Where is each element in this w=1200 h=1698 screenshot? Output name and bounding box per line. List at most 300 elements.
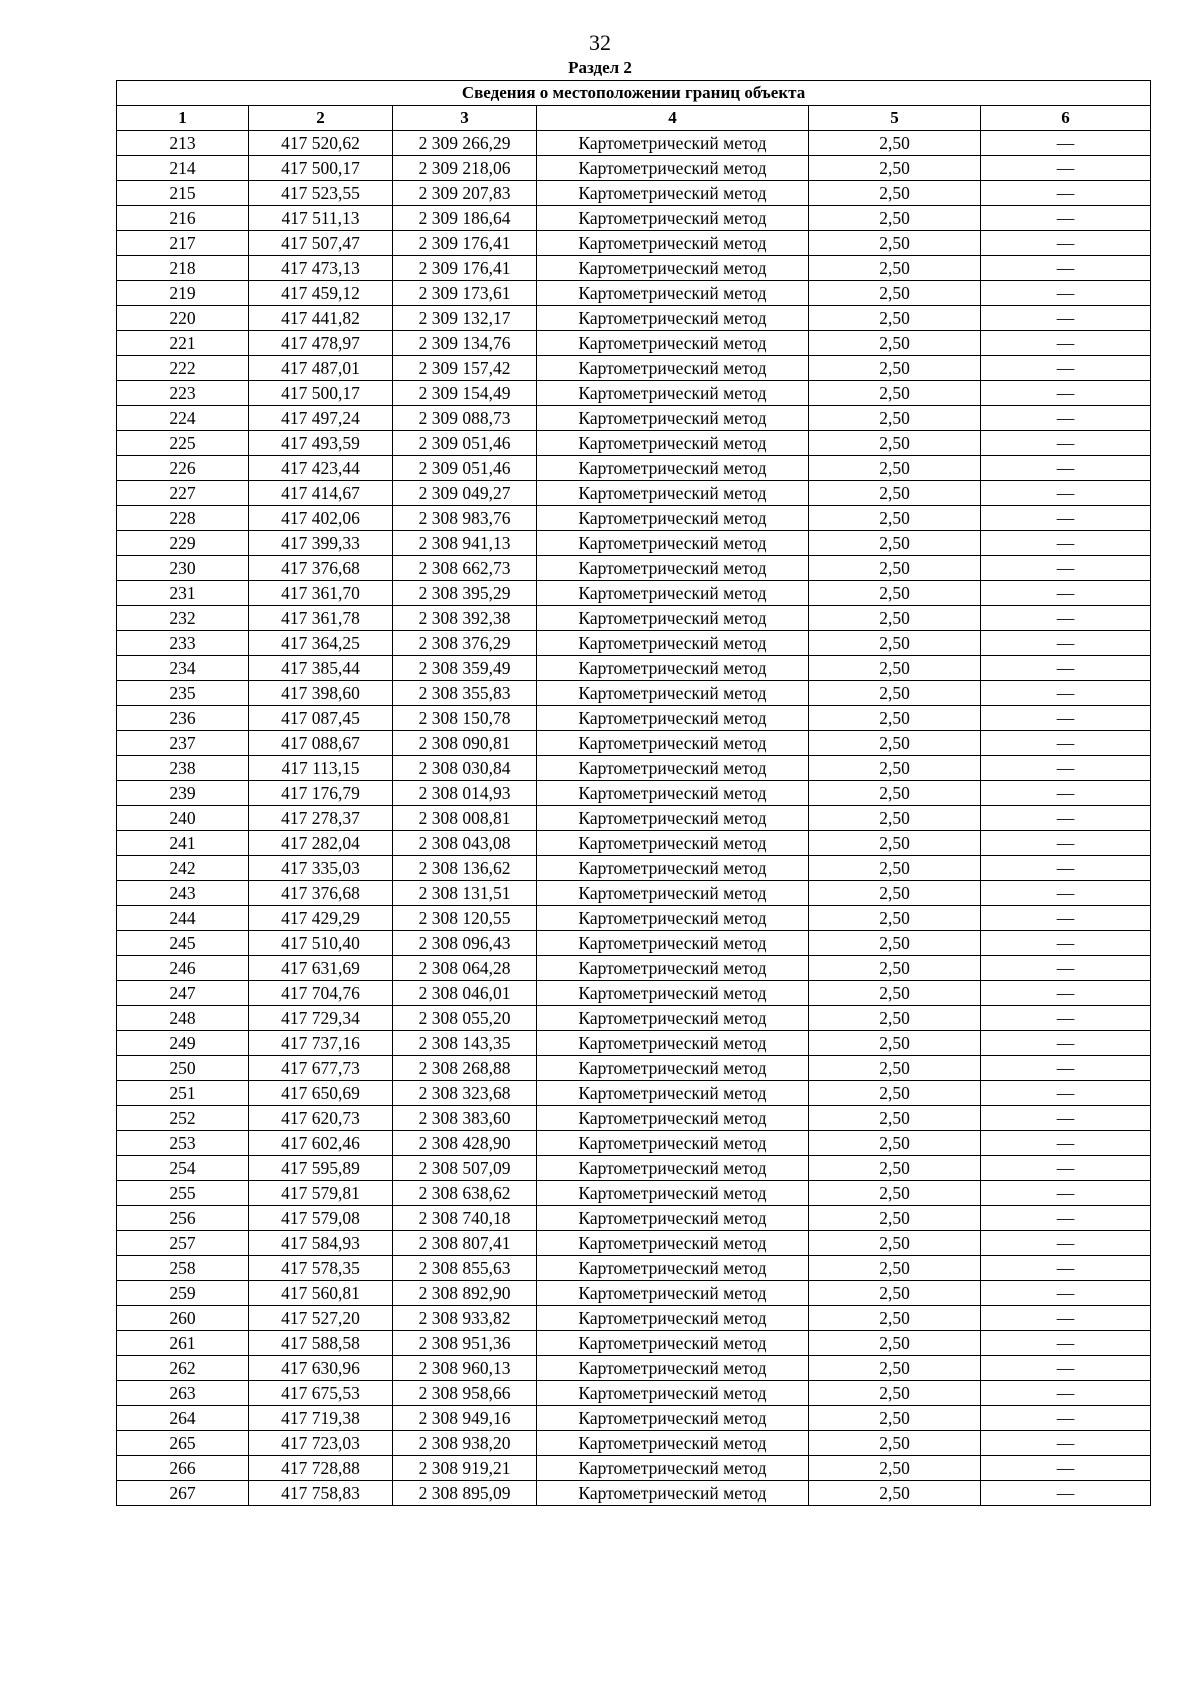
method-cell: Картометрический метод [537,956,809,981]
method-cell: Картометрический метод [537,1306,809,1331]
accuracy-cell: 2,50 [809,981,981,1006]
table-row [117,1381,1151,1406]
column-number-2: 2 [249,106,393,131]
description-cell: — [981,206,1151,231]
x-coordinate-cell: 417 723,03 [249,1431,393,1456]
accuracy-cell: 2,50 [809,556,981,581]
x-coordinate-cell: 417 650,69 [249,1081,393,1106]
x-coordinate-cell: 417 520,62 [249,131,393,156]
description-cell: — [981,581,1151,606]
method-cell: Картометрический метод [537,356,809,381]
point-number-cell: 214 [117,156,249,181]
table-row [117,1306,1151,1331]
x-coordinate-cell: 417 578,35 [249,1256,393,1281]
point-number-cell: 249 [117,1031,249,1056]
y-coordinate-cell: 2 309 207,83 [393,181,537,206]
point-number-cell: 224 [117,406,249,431]
table-row [117,806,1151,831]
point-number-cell: 248 [117,1006,249,1031]
point-number-cell: 244 [117,906,249,931]
x-coordinate-cell: 417 478,97 [249,331,393,356]
x-coordinate-cell: 417 364,25 [249,631,393,656]
accuracy-cell: 2,50 [809,531,981,556]
table-row [117,406,1151,431]
accuracy-cell: 2,50 [809,1281,981,1306]
point-number-cell: 227 [117,481,249,506]
method-cell: Картометрический метод [537,756,809,781]
accuracy-cell: 2,50 [809,506,981,531]
description-cell: — [981,781,1151,806]
x-coordinate-cell: 417 602,46 [249,1131,393,1156]
method-cell: Картометрический метод [537,1056,809,1081]
table-row [117,1181,1151,1206]
description-cell: — [981,956,1151,981]
description-cell: — [981,1056,1151,1081]
y-coordinate-cell: 2 308 359,49 [393,656,537,681]
accuracy-cell: 2,50 [809,906,981,931]
table-row [117,1281,1151,1306]
accuracy-cell: 2,50 [809,931,981,956]
table-row [117,1206,1151,1231]
method-cell: Картометрический метод [537,931,809,956]
table-row [117,181,1151,206]
table-row [117,1006,1151,1031]
y-coordinate-cell: 2 308 507,09 [393,1156,537,1181]
table-row [117,656,1151,681]
y-coordinate-cell: 2 309 176,41 [393,231,537,256]
boundary-coordinates-table [116,80,1151,1506]
y-coordinate-cell: 2 308 096,43 [393,931,537,956]
point-number-cell: 229 [117,531,249,556]
x-coordinate-cell: 417 402,06 [249,506,393,531]
point-number-cell: 233 [117,631,249,656]
description-cell: — [981,556,1151,581]
table-row [117,1031,1151,1056]
table-row [117,731,1151,756]
accuracy-cell: 2,50 [809,1131,981,1156]
y-coordinate-cell: 2 309 176,41 [393,256,537,281]
accuracy-cell: 2,50 [809,606,981,631]
x-coordinate-cell: 417 335,03 [249,856,393,881]
x-coordinate-cell: 417 728,88 [249,1456,393,1481]
method-cell: Картометрический метод [537,1106,809,1131]
description-cell: — [981,681,1151,706]
table-row [117,206,1151,231]
method-cell: Картометрический метод [537,1181,809,1206]
point-number-cell: 254 [117,1156,249,1181]
accuracy-cell: 2,50 [809,231,981,256]
description-cell: — [981,431,1151,456]
description-cell: — [981,1281,1151,1306]
description-cell: — [981,1181,1151,1206]
accuracy-cell: 2,50 [809,706,981,731]
accuracy-cell: 2,50 [809,581,981,606]
description-cell: — [981,456,1151,481]
y-coordinate-cell: 2 308 268,88 [393,1056,537,1081]
x-coordinate-cell: 417 500,17 [249,381,393,406]
accuracy-cell: 2,50 [809,406,981,431]
description-cell: — [981,1356,1151,1381]
y-coordinate-cell: 2 309 132,17 [393,306,537,331]
accuracy-cell: 2,50 [809,206,981,231]
column-number-4: 4 [537,106,809,131]
method-cell: Картометрический метод [537,1081,809,1106]
point-number-cell: 256 [117,1206,249,1231]
y-coordinate-cell: 2 308 392,38 [393,606,537,631]
point-number-cell: 243 [117,881,249,906]
y-coordinate-cell: 2 309 186,64 [393,206,537,231]
y-coordinate-cell: 2 308 958,66 [393,1381,537,1406]
point-number-cell: 266 [117,1456,249,1481]
column-number-5: 5 [809,106,981,131]
description-cell: — [981,931,1151,956]
x-coordinate-cell: 417 361,70 [249,581,393,606]
point-number-cell: 265 [117,1431,249,1456]
point-number-cell: 253 [117,1131,249,1156]
y-coordinate-cell: 2 308 143,35 [393,1031,537,1056]
description-cell: — [981,1231,1151,1256]
accuracy-cell: 2,50 [809,631,981,656]
y-coordinate-cell: 2 308 014,93 [393,781,537,806]
x-coordinate-cell: 417 507,47 [249,231,393,256]
y-coordinate-cell: 2 308 960,13 [393,1356,537,1381]
y-coordinate-cell: 2 308 395,29 [393,581,537,606]
description-cell: — [981,306,1151,331]
x-coordinate-cell: 417 399,33 [249,531,393,556]
description-cell: — [981,1106,1151,1131]
table-row [117,256,1151,281]
description-cell: — [981,406,1151,431]
method-cell: Картометрический метод [537,706,809,731]
description-cell: — [981,1381,1151,1406]
table-row [117,606,1151,631]
method-cell: Картометрический метод [537,1256,809,1281]
table-row [117,1106,1151,1131]
accuracy-cell: 2,50 [809,956,981,981]
table-row [117,881,1151,906]
method-cell: Картометрический метод [537,881,809,906]
method-cell: Картометрический метод [537,1406,809,1431]
accuracy-cell: 2,50 [809,1206,981,1231]
y-coordinate-cell: 2 308 055,20 [393,1006,537,1031]
accuracy-cell: 2,50 [809,1156,981,1181]
y-coordinate-cell: 2 309 218,06 [393,156,537,181]
table-row [117,681,1151,706]
method-cell: Картометрический метод [537,481,809,506]
y-coordinate-cell: 2 308 855,63 [393,1256,537,1281]
description-cell: — [981,656,1151,681]
y-coordinate-cell: 2 309 049,27 [393,481,537,506]
method-cell: Картометрический метод [537,406,809,431]
x-coordinate-cell: 417 113,15 [249,756,393,781]
table-row [117,506,1151,531]
x-coordinate-cell: 417 376,68 [249,556,393,581]
table-row [117,356,1151,381]
method-cell: Картометрический метод [537,1431,809,1456]
x-coordinate-cell: 417 088,67 [249,731,393,756]
point-number-cell: 221 [117,331,249,356]
accuracy-cell: 2,50 [809,656,981,681]
method-cell: Картометрический метод [537,1481,809,1506]
method-cell: Картометрический метод [537,606,809,631]
description-cell: — [981,1481,1151,1506]
description-cell: — [981,906,1151,931]
accuracy-cell: 2,50 [809,1081,981,1106]
accuracy-cell: 2,50 [809,1406,981,1431]
point-number-cell: 262 [117,1356,249,1381]
table-row [117,956,1151,981]
x-coordinate-cell: 417 719,38 [249,1406,393,1431]
accuracy-cell: 2,50 [809,356,981,381]
method-cell: Картометрический метод [537,831,809,856]
method-cell: Картометрический метод [537,1231,809,1256]
table-row [117,931,1151,956]
description-cell: — [981,706,1151,731]
table-row [117,1056,1151,1081]
table-row [117,756,1151,781]
description-cell: — [981,756,1151,781]
table-row [117,1256,1151,1281]
y-coordinate-cell: 2 309 088,73 [393,406,537,431]
table-row [117,231,1151,256]
x-coordinate-cell: 417 376,68 [249,881,393,906]
y-coordinate-cell: 2 308 951,36 [393,1331,537,1356]
description-cell: — [981,356,1151,381]
point-number-cell: 232 [117,606,249,631]
accuracy-cell: 2,50 [809,1456,981,1481]
x-coordinate-cell: 417 737,16 [249,1031,393,1056]
x-coordinate-cell: 417 620,73 [249,1106,393,1131]
description-cell: — [981,806,1151,831]
accuracy-cell: 2,50 [809,1431,981,1456]
x-coordinate-cell: 417 487,01 [249,356,393,381]
accuracy-cell: 2,50 [809,281,981,306]
x-coordinate-cell: 417 677,73 [249,1056,393,1081]
method-cell: Картометрический метод [537,906,809,931]
x-coordinate-cell: 417 398,60 [249,681,393,706]
accuracy-cell: 2,50 [809,856,981,881]
accuracy-cell: 2,50 [809,781,981,806]
y-coordinate-cell: 2 309 173,61 [393,281,537,306]
description-cell: — [981,156,1151,181]
accuracy-cell: 2,50 [809,1481,981,1506]
y-coordinate-cell: 2 308 323,68 [393,1081,537,1106]
method-cell: Картометрический метод [537,981,809,1006]
point-number-cell: 258 [117,1256,249,1281]
y-coordinate-cell: 2 308 136,62 [393,856,537,881]
table-row [117,1231,1151,1256]
accuracy-cell: 2,50 [809,431,981,456]
description-cell: — [981,1081,1151,1106]
x-coordinate-cell: 417 473,13 [249,256,393,281]
point-number-cell: 234 [117,656,249,681]
description-cell: — [981,1431,1151,1456]
point-number-cell: 261 [117,1331,249,1356]
description-cell: — [981,731,1151,756]
method-cell: Картометрический метод [537,1331,809,1356]
table-row [117,981,1151,1006]
table-row [117,156,1151,181]
table-row [117,906,1151,931]
table-row [117,1406,1151,1431]
y-coordinate-cell: 2 308 376,29 [393,631,537,656]
point-number-cell: 218 [117,256,249,281]
table-row [117,1356,1151,1381]
x-coordinate-cell: 417 631,69 [249,956,393,981]
x-coordinate-cell: 417 704,76 [249,981,393,1006]
description-cell: — [981,1131,1151,1156]
x-coordinate-cell: 417 429,29 [249,906,393,931]
point-number-cell: 246 [117,956,249,981]
point-number-cell: 216 [117,206,249,231]
table-row [117,706,1151,731]
accuracy-cell: 2,50 [809,806,981,831]
description-cell: — [981,1406,1151,1431]
description-cell: — [981,256,1151,281]
x-coordinate-cell: 417 176,79 [249,781,393,806]
method-cell: Картометрический метод [537,531,809,556]
point-number-cell: 238 [117,756,249,781]
table-row [117,556,1151,581]
description-cell: — [981,506,1151,531]
point-number-cell: 239 [117,781,249,806]
x-coordinate-cell: 417 510,40 [249,931,393,956]
table-row [117,581,1151,606]
description-cell: — [981,606,1151,631]
table-row [117,531,1151,556]
y-coordinate-cell: 2 308 933,82 [393,1306,537,1331]
table-row [117,1331,1151,1356]
method-cell: Картометрический метод [537,306,809,331]
table-row [117,831,1151,856]
method-cell: Картометрический метод [537,856,809,881]
x-coordinate-cell: 417 527,20 [249,1306,393,1331]
point-number-cell: 228 [117,506,249,531]
x-coordinate-cell: 417 087,45 [249,706,393,731]
point-number-cell: 215 [117,181,249,206]
description-cell: — [981,881,1151,906]
x-coordinate-cell: 417 758,83 [249,1481,393,1506]
point-number-cell: 267 [117,1481,249,1506]
method-cell: Картометрический метод [537,231,809,256]
point-number-cell: 240 [117,806,249,831]
point-number-cell: 213 [117,131,249,156]
description-cell: — [981,381,1151,406]
y-coordinate-cell: 2 308 008,81 [393,806,537,831]
column-number-3: 3 [393,106,537,131]
table-caption-row [117,81,1151,106]
y-coordinate-cell: 2 308 638,62 [393,1181,537,1206]
x-coordinate-cell: 417 579,08 [249,1206,393,1231]
x-coordinate-cell: 417 278,37 [249,806,393,831]
method-cell: Картометрический метод [537,456,809,481]
method-cell: Картометрический метод [537,781,809,806]
description-cell: — [981,1456,1151,1481]
x-coordinate-cell: 417 282,04 [249,831,393,856]
table-row [117,631,1151,656]
y-coordinate-cell: 2 308 131,51 [393,881,537,906]
method-cell: Картометрический метод [537,681,809,706]
x-coordinate-cell: 417 497,24 [249,406,393,431]
accuracy-cell: 2,50 [809,1031,981,1056]
y-coordinate-cell: 2 308 983,76 [393,506,537,531]
table-row [117,1481,1151,1506]
point-number-cell: 251 [117,1081,249,1106]
x-coordinate-cell: 417 493,59 [249,431,393,456]
point-number-cell: 223 [117,381,249,406]
point-number-cell: 236 [117,706,249,731]
y-coordinate-cell: 2 308 895,09 [393,1481,537,1506]
point-number-cell: 263 [117,1381,249,1406]
method-cell: Картометрический метод [537,206,809,231]
accuracy-cell: 2,50 [809,1056,981,1081]
table-row [117,131,1151,156]
description-cell: — [981,1331,1151,1356]
method-cell: Картометрический метод [537,256,809,281]
method-cell: Картометрический метод [537,631,809,656]
column-number-1: 1 [117,106,249,131]
description-cell: — [981,631,1151,656]
description-cell: — [981,481,1151,506]
point-number-cell: 242 [117,856,249,881]
table-row [117,281,1151,306]
accuracy-cell: 2,50 [809,1006,981,1031]
table-row [117,1081,1151,1106]
y-coordinate-cell: 2 308 740,18 [393,1206,537,1231]
table-row [117,381,1151,406]
accuracy-cell: 2,50 [809,881,981,906]
point-number-cell: 259 [117,1281,249,1306]
y-coordinate-cell: 2 308 043,08 [393,831,537,856]
description-cell: — [981,1256,1151,1281]
y-coordinate-cell: 2 309 051,46 [393,456,537,481]
x-coordinate-cell: 417 579,81 [249,1181,393,1206]
y-coordinate-cell: 2 309 154,49 [393,381,537,406]
x-coordinate-cell: 417 500,17 [249,156,393,181]
method-cell: Картометрический метод [537,506,809,531]
accuracy-cell: 2,50 [809,756,981,781]
accuracy-cell: 2,50 [809,1306,981,1331]
accuracy-cell: 2,50 [809,306,981,331]
accuracy-cell: 2,50 [809,331,981,356]
point-number-cell: 245 [117,931,249,956]
accuracy-cell: 2,50 [809,1181,981,1206]
method-cell: Картометрический метод [537,281,809,306]
description-cell: — [981,856,1151,881]
method-cell: Картометрический метод [537,331,809,356]
method-cell: Картометрический метод [537,181,809,206]
method-cell: Картометрический метод [537,1006,809,1031]
accuracy-cell: 2,50 [809,1356,981,1381]
description-cell: — [981,331,1151,356]
description-cell: — [981,1306,1151,1331]
description-cell: — [981,281,1151,306]
table-row [117,456,1151,481]
accuracy-cell: 2,50 [809,256,981,281]
x-coordinate-cell: 417 423,44 [249,456,393,481]
method-cell: Картометрический метод [537,1156,809,1181]
x-coordinate-cell: 417 630,96 [249,1356,393,1381]
point-number-cell: 220 [117,306,249,331]
description-cell: — [981,1156,1151,1181]
description-cell: — [981,981,1151,1006]
accuracy-cell: 2,50 [809,1231,981,1256]
accuracy-cell: 2,50 [809,831,981,856]
accuracy-cell: 2,50 [809,181,981,206]
method-cell: Картометрический метод [537,731,809,756]
y-coordinate-cell: 2 308 120,55 [393,906,537,931]
point-number-cell: 222 [117,356,249,381]
